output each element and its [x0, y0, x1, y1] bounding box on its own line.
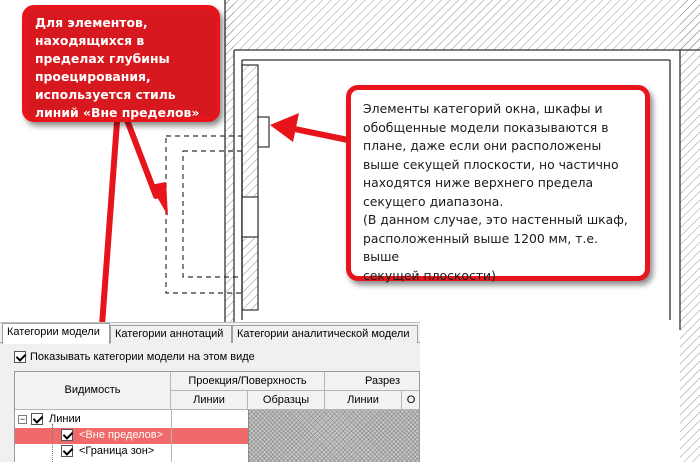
- wall-hatch-right: [680, 0, 700, 462]
- inner-wall: [242, 65, 258, 310]
- beyond-visibility-checkbox[interactable]: [61, 429, 73, 441]
- visibility-graphics-dialog: [0, 322, 420, 462]
- callout-out-of-range-lines: [22, 5, 220, 122]
- tab-annotation-categories[interactable]: Категории аннотаций: [110, 325, 232, 343]
- callout-right-line-6: секущего диапазона.: [363, 193, 504, 209]
- zone-boundary-visibility-checkbox[interactable]: [61, 445, 73, 457]
- tab-analytical-model-categories[interactable]: Категории аналитической модели: [232, 325, 418, 343]
- wall-hatch-top: [225, 0, 700, 50]
- callout-right-line-1: Элементы категорий окна, шкафы и: [363, 101, 603, 116]
- callout-left-line-2: находящихся в: [35, 33, 145, 48]
- tab-model-categories[interactable]: Категории модели: [2, 323, 110, 344]
- wall-cabinet: [258, 117, 269, 147]
- show-model-categories-checkbox[interactable]: [14, 351, 26, 363]
- category-tabs: [0, 323, 420, 343]
- callout-cabinet-display: [346, 85, 650, 281]
- column-projection-surface[interactable]: Проекция/Поверхность: [171, 372, 325, 391]
- show-model-categories-row[interactable]: [14, 350, 255, 366]
- row-label: <Вне пределов>: [79, 429, 164, 441]
- column-divider: [248, 410, 249, 462]
- callout-left-line-5: используется стиль: [35, 87, 176, 102]
- callout-right-line-2: обобщенные модели показываются в: [363, 119, 609, 135]
- red-arrow-to-cabinet: [270, 113, 348, 142]
- callout-right-line-4: выше секущей плоскости, но частично: [363, 156, 619, 172]
- callout-left-line-1: Для элементов,: [35, 15, 148, 30]
- callout-right-line-5: находятся ниже верхнего предела: [363, 175, 594, 190]
- collapse-icon[interactable]: −: [19, 414, 26, 424]
- column-section-lines[interactable]: Линии: [325, 391, 402, 410]
- callout-right-line-7: (В данном случае, это настенный шкаф,: [363, 212, 628, 227]
- column-section[interactable]: Разрез: [325, 372, 420, 391]
- categories-grid: [14, 371, 420, 462]
- red-arrow-to-dashed: [127, 120, 168, 216]
- lines-visibility-checkbox[interactable]: [31, 413, 43, 425]
- column-divider: [171, 410, 172, 462]
- callout-right-line-9: секущей плоскости): [363, 267, 496, 283]
- column-projection-lines[interactable]: Линии: [171, 391, 248, 410]
- row-label: Линии: [49, 413, 81, 425]
- callout-left-line-4: проецирования,: [35, 69, 151, 84]
- column-visibility[interactable]: Видимость: [15, 372, 171, 410]
- tree-row-lines[interactable]: [15, 412, 420, 428]
- tree-guide: [52, 424, 53, 462]
- callout-right-line-3: плане, даже если они расположены: [363, 138, 602, 153]
- callout-right-line-8: расположенный выше 1200 мм, т.е. выше: [363, 230, 598, 264]
- wall-opening: [242, 197, 258, 237]
- tree-row-zone-boundary[interactable]: [15, 444, 420, 460]
- callout-left-line-6: линий «Вне пределов»: [35, 105, 200, 120]
- row-label: <Граница зон>: [79, 445, 155, 457]
- callout-left-line-3: пределах глубины: [35, 51, 170, 66]
- column-projection-patterns[interactable]: Образцы: [248, 391, 325, 410]
- column-section-patterns[interactable]: О: [402, 391, 420, 410]
- tree-row-beyond[interactable]: [15, 428, 248, 444]
- show-model-categories-label: Показывать категории модели на этом виде: [30, 351, 255, 363]
